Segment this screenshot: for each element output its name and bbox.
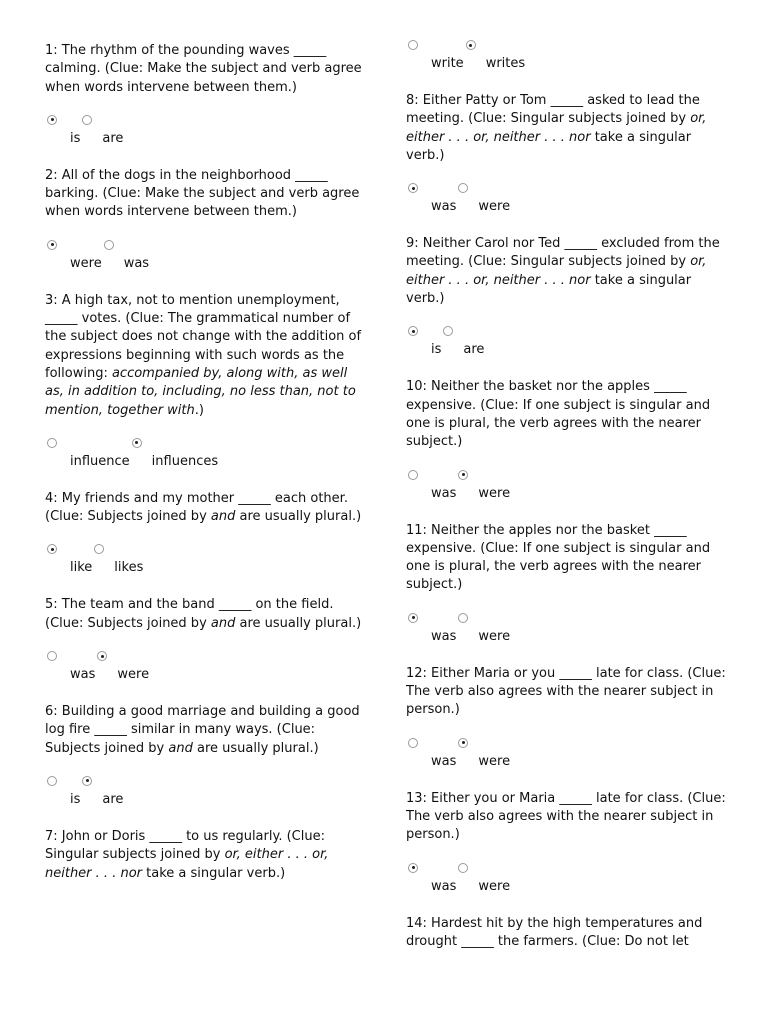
radio-button-were[interactable]: [47, 240, 57, 250]
answer-choices: [45, 544, 367, 584]
text-segment: are usually plural.): [235, 615, 362, 631]
question-text: [406, 235, 728, 308]
text-segment: 9: Neither Carol nor Ted _____ excluded from the meeting. (Clue: Singular subjects joined by: [406, 236, 720, 270]
text-segment: 5: The team and the band _____ on the field. (Clue: Subjects joined by: [45, 597, 334, 631]
option-label-was: was: [431, 753, 457, 769]
answer-choices: [406, 40, 728, 80]
question-text: [45, 42, 367, 97]
radio-button-were[interactable]: [458, 183, 468, 193]
left-column: [45, 42, 367, 889]
question-q14: [406, 915, 728, 958]
question-text: [45, 292, 367, 420]
option-label-were: were: [478, 878, 511, 894]
radio-button-are[interactable]: [443, 326, 453, 336]
answer-choices: [406, 613, 728, 653]
option-label-was: was: [70, 667, 96, 683]
question-q7: [45, 828, 367, 889]
option-label-are: are: [102, 791, 124, 807]
option-label-influences: influences: [151, 453, 219, 469]
radio-button-was[interactable]: [408, 863, 418, 873]
radio-button-were[interactable]: [97, 651, 107, 661]
question-text: [406, 378, 728, 451]
question-text: [406, 665, 728, 720]
text-segment: 12: Either Maria or you _____ late for class. (Clue: The verb also agrees with the nearer subject in person.): [406, 665, 726, 718]
question-q5: [45, 596, 367, 691]
option-label-was: was: [431, 878, 457, 894]
italic-text: or, either . . . or, neither . . . nor: [45, 847, 329, 881]
radio-button-were[interactable]: [458, 738, 468, 748]
text-segment: are usually plural.): [192, 740, 319, 756]
radio-button-like[interactable]: [47, 544, 57, 554]
option-label-write: write: [431, 56, 464, 71]
italic-text: or, either . . . or, neither . . . nor: [406, 111, 707, 145]
radio-button-likes[interactable]: [94, 544, 104, 554]
radio-button-writes[interactable]: [466, 40, 476, 50]
option-label-influence: influence: [70, 453, 130, 469]
text-segment: .): [194, 402, 204, 418]
radio-button-is[interactable]: [47, 115, 57, 125]
text-segment: 2: All of the dogs in the neighborhood _____ barking. (Clue: Make the subject and verb agree when words intervene between them.): [45, 167, 360, 220]
option-label-was: was: [431, 485, 457, 501]
radio-button-was[interactable]: [408, 613, 418, 623]
question-q11: [406, 522, 728, 653]
question-q2: [45, 167, 367, 280]
radio-button-was[interactable]: [408, 183, 418, 193]
option-label-is: is: [70, 791, 81, 807]
question-text: [45, 490, 367, 527]
question-q3: [45, 292, 367, 478]
text-segment: 3: A high tax, not to mention unemployment, _____ votes. (Clue: The grammatical number of the subject does not change with the addition of expressions beginning with such words as the following:: [45, 292, 362, 381]
answer-choices: [45, 438, 367, 478]
option-label-is: is: [70, 130, 81, 146]
radio-button-were[interactable]: [458, 470, 468, 480]
radio-button-was[interactable]: [47, 651, 57, 661]
italic-text: accompanied by, along with, as well as, in addition to, including, no less than, not to mention, together with: [45, 365, 356, 418]
text-segment: 6: Building a good marriage and building a good log fire _____ similar in many ways. (Clue: Subjects joined by: [45, 704, 360, 756]
option-label-were: were: [117, 667, 150, 683]
answer-choices: [45, 240, 367, 280]
question-text: [406, 92, 728, 165]
option-label-is: is: [431, 342, 442, 358]
radio-button-were[interactable]: [458, 613, 468, 623]
answer-choices: [406, 326, 728, 366]
answer-choices: [45, 776, 367, 816]
option-label-are: are: [463, 342, 485, 358]
radio-button-was[interactable]: [408, 470, 418, 480]
question-q4: [45, 490, 367, 585]
text-segment: 4: My friends and my mother _____ each other. (Clue: Subjects joined by: [45, 490, 348, 525]
text-segment: 8: Either Patty or Tom _____ asked to lead the meeting. (Clue: Singular subjects joined by: [406, 93, 700, 127]
text-segment: 7: John or Doris _____ to us regularly. (Clue: Singular subjects joined by: [45, 828, 325, 863]
option-label-like: like: [70, 560, 93, 576]
radio-button-are[interactable]: [82, 776, 92, 786]
text-segment: are usually plural.): [235, 509, 362, 525]
option-label-were: were: [478, 199, 511, 215]
answer-choices: [45, 651, 367, 691]
radio-button-are[interactable]: [82, 115, 92, 125]
radio-button-influence[interactable]: [47, 438, 57, 448]
italic-text: and: [168, 740, 193, 756]
question-text: [45, 828, 367, 883]
option-label-were: were: [478, 485, 511, 501]
option-label-likes: likes: [114, 560, 144, 576]
radio-button-was[interactable]: [104, 240, 114, 250]
question-q7-options: [406, 40, 728, 80]
question-q8: [406, 92, 728, 223]
option-label-was: was: [431, 628, 457, 644]
italic-text: or, either . . . or, neither . . . nor: [406, 254, 707, 288]
question-q12: [406, 665, 728, 778]
text-segment: 11: Neither the apples nor the basket _____ expensive. (Clue: If one subject is singular and one is plural, the verb agrees with the nearer subject.): [406, 522, 711, 593]
question-text: [45, 167, 367, 222]
question-q9: [406, 235, 728, 366]
question-text: [45, 596, 367, 633]
radio-button-influences[interactable]: [132, 438, 142, 448]
answer-choices: [406, 863, 728, 903]
option-label-were: were: [478, 628, 511, 644]
question-q10: [406, 378, 728, 509]
question-text: [45, 703, 367, 758]
option-label-are: are: [102, 130, 124, 146]
right-column: [406, 40, 728, 957]
answer-choices: [406, 470, 728, 510]
question-text: [406, 790, 728, 845]
text-segment: take a singular verb.): [406, 272, 692, 307]
option-label-writes: writes: [485, 56, 526, 71]
radio-button-write[interactable]: [408, 40, 418, 50]
option-label-were: were: [478, 753, 511, 769]
radio-button-was[interactable]: [408, 738, 418, 748]
answer-choices: [406, 738, 728, 778]
radio-button-is[interactable]: [408, 326, 418, 336]
radio-button-were[interactable]: [458, 863, 468, 873]
question-text: [406, 522, 728, 595]
text-segment: take a singular verb.): [406, 129, 692, 163]
option-label-was: was: [123, 255, 150, 271]
text-segment: 13: Either you or Maria _____ late for class. (Clue: The verb also agrees with the nearer subject in person.): [406, 790, 726, 843]
option-label-were: were: [70, 255, 102, 271]
question-q1: [45, 42, 367, 155]
answer-choices: [406, 183, 728, 223]
question-q6: [45, 703, 367, 816]
text-segment: 14: Hardest hit by the high temperatures and drought _____ the farmers. (Clue: Do not let: [406, 915, 703, 949]
answer-choices: [45, 115, 367, 155]
italic-text: and: [210, 615, 236, 631]
question-q13: [406, 790, 728, 903]
text-segment: 1: The rhythm of the pounding waves _____ calming. (Clue: Make the subject and verb agree when words intervene between them.): [45, 43, 362, 95]
text-segment: take a singular verb.): [142, 865, 286, 881]
text-segment: 10: Neither the basket nor the apples _____ expensive. (Clue: If one subject is singular and one is plural, the verb agrees with the nearer subject.): [406, 379, 711, 450]
italic-text: and: [210, 509, 236, 525]
option-label-was: was: [431, 199, 457, 215]
radio-button-is[interactable]: [47, 776, 57, 786]
question-text: [406, 915, 728, 952]
